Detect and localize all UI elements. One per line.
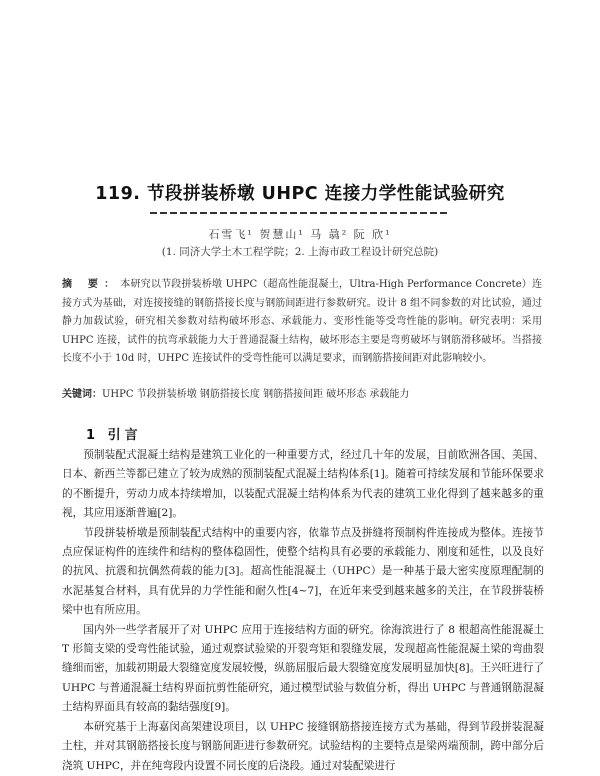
title-divider <box>150 212 450 214</box>
abstract-label: 摘 要： <box>62 279 121 290</box>
affiliations: (1. 同济大学土木工程学院；2. 上海市政工程设计研究总院) <box>161 246 439 258</box>
abstract-text: 本研究以节段拼装桥墩 UHPC（超高性能混凝土，Ultra-High Performance Concrete）连接方式为基础，对连接接缝的钢筋搭接长度与钢筋间距进行参数研究。设计 8 组不同参数的对比试验，通过静力加载试验，研究相关参数对结构破坏形态、承载能力、变形性能等受弯性能的影响。研究表明：采用 UHPC 连接，试件的抗弯承载能力大于普通混凝土结构，破坏形态主要是弯剪破坏与钢筋滑移破坏。当搭接长度不小于 10d 时，UHPC 连接试件的受弯性能可以满足要求，而钢筋搭接间距对此影响较小。 <box>62 279 543 364</box>
keywords-label: 关键词： <box>62 389 102 400</box>
paragraph: 预制装配式混凝土结构是建筑工业化的一种重要方式，经过几十年的发展，目前欧洲各国、美国、日本、新西兰等都已建立了较为成熟的预制装配式混凝土结构体系[1]。随着可持续发展和节能环保要求的不断提升，劳动力成本持续增加，以装配式混凝土结构体系为代表的建筑工业化得到了越来越多的重视，其应用逐渐普遍[2]。 <box>62 449 544 520</box>
abstract <box>62 276 542 369</box>
paper-title: 119. 节段拼装桥墩 UHPC 连接力学性能试验研究 <box>95 184 505 204</box>
keywords-text: UHPC 节段拼装桥墩 钢筋搭接长度 钢筋搭接间距 破坏形态 承载能力 <box>102 389 410 400</box>
paragraph: 国内外一些学者展开了对 UHPC 应用于连接结构方面的研究。徐海滨进行了 8 根超高性能混凝土 T 形简支梁的受弯性能试验，通过观察试验梁的开裂弯矩和裂缝发展，发现超高性能混凝土梁的弯曲裂缝细而密，加载初期最大裂缝宽度发展较慢，纵筋屈服后最大裂缝宽度发展明显加快[8]。王兴旺进行了 UHPC 与普通混凝土结构界面抗剪性能研究，通过模型试验与数值分析，得出 UHPC 与普通钢筋混凝土结构界面具有较高的黏结强度[9]。 <box>62 623 544 714</box>
section-heading-introduction: 1 引言 <box>86 428 142 443</box>
paragraph: 本研究基于上海嘉闵高架建设项目，以 UHPC 接缝钢筋搭接连接方式为基础，得到节段拼装混凝土柱，并对其钢筋搭接长度与钢筋间距进行参数研究。试验结构的主要特点是梁两端预制，跨中部分后浇筑 UHPC，并在纯弯段内设置不同长度的后浇段。通过对装配梁进行 <box>62 720 544 772</box>
author-list: 石雪飞¹ 贺慧山¹ 马 骉² 阮 欣¹ <box>208 228 392 241</box>
paragraph: 节段拼装桥墩是预制装配式结构中的重要内容，依靠节点及拼缝将预制构件连接成为整体。连接节点应保证构件的连续件和结构的整体稳固性，使整个结构具有必要的承载能力、刚度和延性，以及良好的抗风、抗震和抗偶然荷载的能力[3]。超高性能混凝土（UHPC）是一种基于最大密实度原理配制的水泥基复合材料，具有优异的力学性能和耐久性[4~7]，在近年来受到越来越多的关注，在节段拼装桥梁中也有所应用。 <box>62 526 544 617</box>
keywords <box>62 387 542 403</box>
body-text <box>62 446 544 776</box>
